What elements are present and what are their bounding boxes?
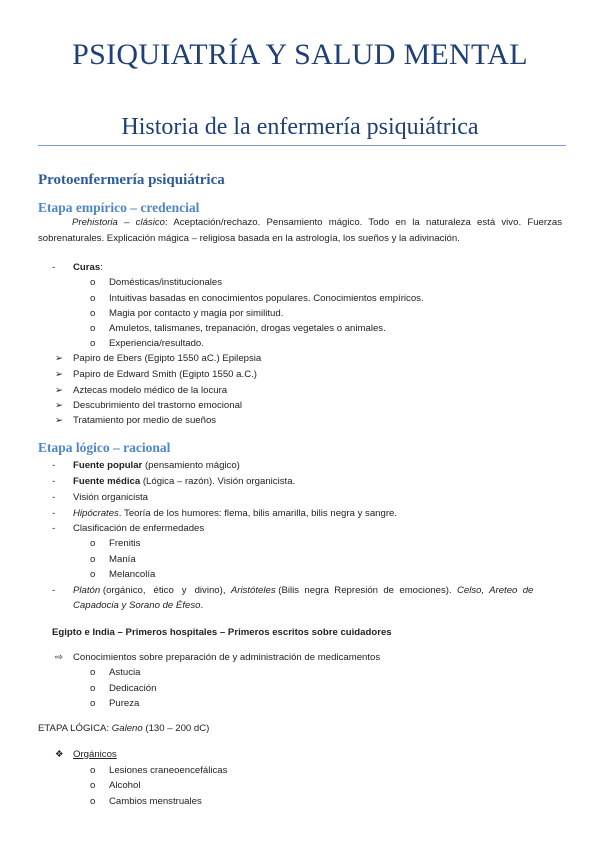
aristoteles-text: (Bilis negra Represión de emociones). <box>275 585 457 596</box>
fuente-popular-text: (pensamiento mágico) <box>142 460 240 471</box>
circle-bullet: o <box>90 796 96 807</box>
circle-bullet: o <box>90 323 96 334</box>
curas-item: Domésticas/institucionales <box>109 277 223 288</box>
hipocrates-line <box>73 508 397 520</box>
circle-bullet: o <box>90 765 96 776</box>
fuente-popular-label: Fuente popular <box>73 460 143 471</box>
hollow-arrow-icon: ⇨ <box>55 652 64 663</box>
hipocrates-text: . Teoría de los humores: flema, bilis amarilla, bilis negra y sangre. <box>118 508 398 519</box>
vision-organicista: Visión organicista <box>73 492 149 503</box>
celso-names: Celso, Areteo de <box>456 585 534 596</box>
arrow-bullet-icon: ➢ <box>55 369 64 380</box>
fuente-popular <box>73 460 240 472</box>
curas-label-bold: Curas <box>73 262 101 273</box>
prehistoria-paragraph <box>38 215 562 247</box>
dash-marker: - <box>52 523 56 534</box>
platon-line <box>73 585 533 597</box>
prehistoria-text: : Aceptación/rechazo. Pensamiento mágico. Todo en la naturaleza está vivo. Fuerzas sobrenaturales. Explicación mágica – religiosa basada en la astrología, los sueños y la adivinación. <box>38 217 562 244</box>
arrow-bullet-icon: ➢ <box>55 415 64 426</box>
arrow-item: Papiro de Ebers (Egipto 1550 aC.) Epilepsia <box>73 353 262 364</box>
platon-name: Platón <box>73 585 101 596</box>
subtitle-underline <box>38 145 566 146</box>
etapa-empirico-heading: Etapa empírico – credencial <box>38 200 200 215</box>
conocimientos-line: Conocimientos sobre preparación de y administración de medicamentos <box>73 652 381 663</box>
section-heading: Protoenfermería psiquiátrica <box>38 172 225 188</box>
prehistoria-label: Prehistoria – clásico <box>72 217 165 228</box>
circle-bullet: o <box>90 538 96 549</box>
enfermedad-item: Melancolía <box>109 569 156 580</box>
arrow-bullet-icon: ➢ <box>55 400 64 411</box>
organicos-label: Orgánicos <box>73 749 117 760</box>
dash-marker: - <box>52 262 56 273</box>
etapa-logico-heading: Etapa lógico – racional <box>38 440 171 455</box>
aristoteles-name: Aristóteles <box>230 585 276 596</box>
circle-bullet: o <box>90 293 96 304</box>
curas-item: Intuitivas basadas en conocimientos populares. Conocimientos empíricos. <box>109 293 424 304</box>
arrow-item: Aztecas modelo médico de la locura <box>73 385 228 396</box>
galeno-dates: (130 – 200 dC) <box>142 723 210 734</box>
arrow-item: Papiro de Edward Smith (Egipto 1550 a.C.) <box>73 369 257 380</box>
dash-marker: - <box>52 460 56 471</box>
document-title: PSIQUIATRÍA Y SALUD MENTAL <box>72 38 528 71</box>
circle-bullet: o <box>90 277 96 288</box>
curas-item: Amuletos, talismanes, trepanación, drogas vegetales o animales. <box>109 323 386 334</box>
organico-item: Lesiones craneoencefálicas <box>109 765 228 776</box>
organico-item: Alcohol <box>109 780 141 791</box>
dash-marker: - <box>52 492 56 503</box>
curas-label <box>73 262 103 274</box>
circle-bullet: o <box>90 683 96 694</box>
arrow-item: Tratamiento por medio de sueños <box>73 415 217 426</box>
fuente-medica-text: (Lógica – razón). Visión organicista. <box>140 476 296 487</box>
egipto-heading: Egipto e India – Primeros hospitales – Primeros escritos sobre cuidadores <box>52 627 392 638</box>
arrow-bullet-icon: ➢ <box>55 353 64 364</box>
enfermedad-item: Manía <box>109 554 136 565</box>
curas-item: Magia por contacto y magia por similitud. <box>109 308 284 319</box>
etapa-logica-prefix: ETAPA LÓGICA: <box>38 723 112 734</box>
dash-marker: - <box>52 585 56 596</box>
arrow-item: Descubrimiento del trastorno emocional <box>73 400 243 411</box>
platon-line-cont <box>73 600 203 612</box>
circle-bullet: o <box>90 569 96 580</box>
arrow-bullet-icon: ➢ <box>55 385 64 396</box>
curas-item: Experiencia/resultado. <box>109 338 204 349</box>
capadocia-names: Capadocia y Sorano de Éfeso <box>73 600 201 611</box>
etapa-logica-line <box>38 723 209 735</box>
diamond-bullet-icon: ❖ <box>55 749 64 760</box>
fuente-medica <box>73 476 295 488</box>
circle-bullet: o <box>90 780 96 791</box>
platon-text: (orgánico, ético y divino), <box>100 585 231 596</box>
cualidad-item: Astucia <box>109 667 141 678</box>
enfermedad-item: Frenitis <box>109 538 141 549</box>
cualidad-item: Dedicación <box>109 683 157 694</box>
document-subtitle: Historia de la enfermería psiquiátrica <box>121 114 479 140</box>
galeno-name: Galeno <box>111 723 143 734</box>
dash-marker: - <box>52 508 56 519</box>
circle-bullet: o <box>90 554 96 565</box>
curas-colon: : <box>100 262 103 273</box>
fuente-medica-label: Fuente médica <box>73 476 141 487</box>
circle-bullet: o <box>90 338 96 349</box>
cualidad-item: Pureza <box>109 698 140 709</box>
period: . <box>200 600 204 611</box>
circle-bullet: o <box>90 698 96 709</box>
circle-bullet: o <box>90 667 96 678</box>
circle-bullet: o <box>90 308 96 319</box>
dash-marker: - <box>52 476 56 487</box>
clasificacion-line: Clasificación de enfermedades <box>73 523 205 534</box>
hipocrates-name: Hipócrates <box>73 508 119 519</box>
organico-item: Cambios menstruales <box>109 796 202 807</box>
